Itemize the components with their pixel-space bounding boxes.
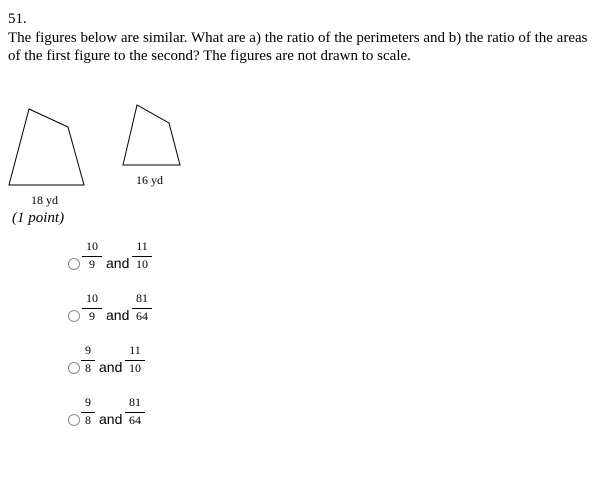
first-quadrilateral-figure (8, 105, 88, 187)
question-prompt: The figures below are similar. What are a) the ratio of the perimeters and b) the ratio of the areas of the first figure to the second? The figures are not drawn to scale. (8, 30, 588, 64)
and-connector: and (99, 359, 123, 375)
fraction-numerator: 81 (129, 395, 141, 409)
fraction-denominator: 64 (136, 309, 148, 323)
question-number: 51. (8, 11, 27, 27)
fraction-denominator: 10 (129, 361, 141, 375)
radio-button-choice-3[interactable] (68, 362, 80, 374)
answer-choice-4[interactable] (68, 396, 188, 440)
perimeter-ratio-fraction (82, 292, 102, 323)
fraction-numerator: 81 (136, 291, 148, 305)
answer-choice-1[interactable] (68, 240, 188, 284)
fraction-denominator: 10 (136, 257, 148, 271)
radio-button-choice-2[interactable] (68, 310, 80, 322)
fraction-numerator: 10 (86, 291, 98, 305)
fraction-numerator: 9 (85, 343, 91, 357)
fraction-denominator: 9 (89, 309, 95, 323)
area-ratio-fraction (125, 396, 145, 427)
fraction-denominator: 64 (129, 413, 141, 427)
radio-button-choice-1[interactable] (68, 258, 80, 270)
second-quadrilateral-figure (122, 104, 182, 166)
fraction-denominator: 9 (89, 257, 95, 271)
perimeter-ratio-fraction (81, 344, 95, 375)
second-figure-dimension-label: 16 yd (136, 173, 163, 187)
first-figure-dimension-label: 18 yd (31, 193, 58, 207)
answer-choice-2[interactable] (68, 292, 188, 336)
fraction-numerator: 10 (86, 239, 98, 253)
area-ratio-fraction (132, 292, 152, 323)
and-connector: and (106, 307, 130, 323)
perimeter-ratio-fraction (81, 396, 95, 427)
fraction-numerator: 11 (129, 343, 141, 357)
fraction-numerator: 11 (136, 239, 148, 253)
fraction-denominator: 8 (85, 361, 91, 375)
radio-button-choice-4[interactable] (68, 414, 80, 426)
and-connector: and (106, 255, 130, 271)
perimeter-ratio-fraction (82, 240, 102, 271)
and-connector: and (99, 411, 123, 427)
answer-choice-3[interactable] (68, 344, 188, 388)
fraction-numerator: 9 (85, 395, 91, 409)
area-ratio-fraction (132, 240, 152, 271)
fraction-denominator: 8 (85, 413, 91, 427)
points-label: (1 point) (12, 210, 65, 226)
area-ratio-fraction (125, 344, 145, 375)
